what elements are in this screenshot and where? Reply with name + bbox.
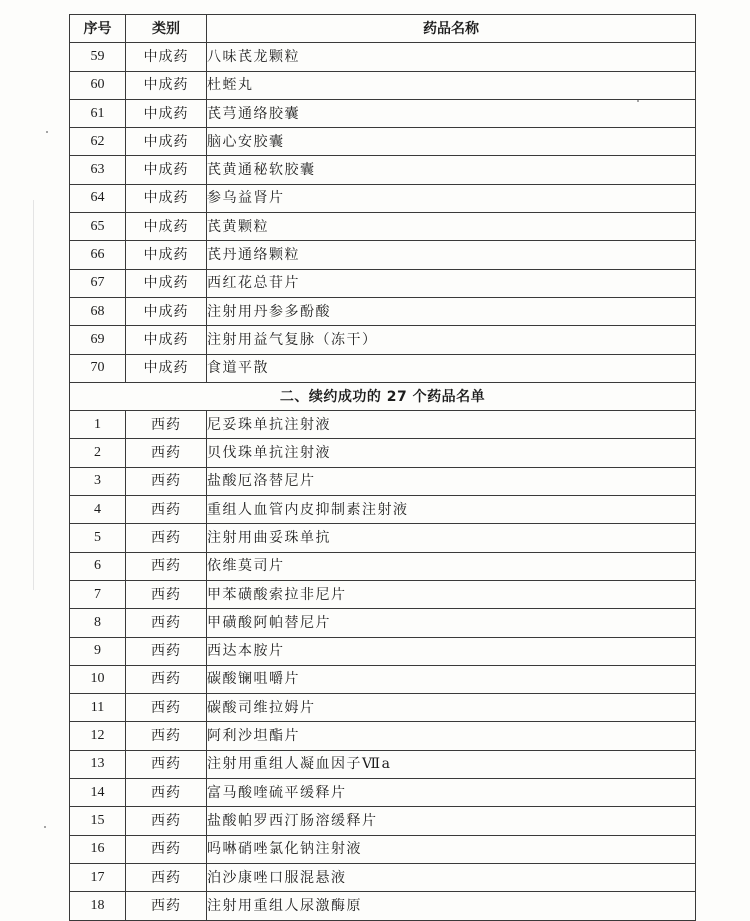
table-row [70,779,696,807]
row-number: 16 [70,835,126,863]
table-row [70,637,696,665]
row-number: 68 [70,297,126,325]
row-drug-name: 西红花总苷片 [207,269,696,297]
row-drug-name: 食道平散 [207,354,696,382]
table-row [70,694,696,722]
scan-speck [46,131,48,133]
row-number: 65 [70,213,126,241]
row-category: 西药 [126,863,207,891]
row-drug-name: 碳酸镧咀嚼片 [207,665,696,693]
row-drug-name: 芪芎通络胶囊 [207,99,696,127]
row-drug-name: 注射用重组人尿激酶原 [207,892,696,920]
row-number: 66 [70,241,126,269]
row-drug-name: 注射用益气复脉（冻干） [207,326,696,354]
scan-speck [44,826,46,828]
table-row [70,807,696,835]
row-category: 中成药 [126,184,207,212]
table-body-part2 [70,411,696,920]
row-category: 西药 [126,637,207,665]
row-number: 63 [70,156,126,184]
row-drug-name: 依维莫司片 [207,552,696,580]
row-number: 62 [70,128,126,156]
row-drug-name: 富马酸喹硫平缓释片 [207,779,696,807]
row-category: 西药 [126,580,207,608]
row-drug-name: 泊沙康唑口服混悬液 [207,863,696,891]
row-category: 中成药 [126,213,207,241]
row-number: 61 [70,99,126,127]
row-number: 12 [70,722,126,750]
table-row [70,722,696,750]
table-row [70,269,696,297]
row-number: 3 [70,467,126,495]
row-category: 西药 [126,750,207,778]
row-number: 8 [70,609,126,637]
row-number: 1 [70,411,126,439]
table-row [70,835,696,863]
row-category: 西药 [126,552,207,580]
table-row [70,128,696,156]
table-header-row [70,15,696,43]
table-row [70,439,696,467]
row-category: 中成药 [126,156,207,184]
row-drug-name: 杜蛭丸 [207,71,696,99]
header-no: 序号 [70,15,126,43]
row-category: 西药 [126,467,207,495]
row-number: 10 [70,665,126,693]
table-row [70,609,696,637]
row-category: 中成药 [126,128,207,156]
row-drug-name: 盐酸厄洛替尼片 [207,467,696,495]
row-number: 11 [70,694,126,722]
table-row [70,467,696,495]
row-number: 13 [70,750,126,778]
header-drug-name: 药品名称 [207,15,696,43]
row-number: 14 [70,779,126,807]
row-number: 15 [70,807,126,835]
row-number: 17 [70,863,126,891]
row-category: 西药 [126,892,207,920]
row-category: 中成药 [126,71,207,99]
row-category: 西药 [126,524,207,552]
row-category: 西药 [126,722,207,750]
row-drug-name: 注射用丹参多酚酸 [207,297,696,325]
section-row [70,382,696,410]
row-category: 西药 [126,439,207,467]
table-row [70,496,696,524]
row-category: 西药 [126,496,207,524]
row-category: 中成药 [126,354,207,382]
row-drug-name: 八味芪龙颗粒 [207,43,696,71]
row-drug-name: 注射用曲妥珠单抗 [207,524,696,552]
row-category: 中成药 [126,297,207,325]
row-drug-name: 阿利沙坦酯片 [207,722,696,750]
row-drug-name: 脑心安胶囊 [207,128,696,156]
table-row [70,99,696,127]
row-drug-name: 尼妥珠单抗注射液 [207,411,696,439]
row-drug-name: 注射用重组人凝血因子Ⅶa [207,750,696,778]
row-number: 67 [70,269,126,297]
row-category: 中成药 [126,241,207,269]
row-category: 西药 [126,779,207,807]
table-row [70,524,696,552]
row-category: 西药 [126,665,207,693]
row-number: 60 [70,71,126,99]
scan-artifact-line [33,200,34,590]
row-category: 西药 [126,835,207,863]
table-body-part1 [70,43,696,383]
row-number: 64 [70,184,126,212]
row-drug-name: 甲磺酸阿帕替尼片 [207,609,696,637]
table-row [70,241,696,269]
row-category: 西药 [126,411,207,439]
row-number: 7 [70,580,126,608]
header-category: 类别 [126,15,207,43]
row-category: 西药 [126,694,207,722]
row-drug-name: 贝伐珠单抗注射液 [207,439,696,467]
row-drug-name: 重组人血管内皮抑制素注射液 [207,496,696,524]
row-category: 中成药 [126,326,207,354]
table-row [70,213,696,241]
table-row [70,297,696,325]
table-row [70,665,696,693]
drug-list-page [69,14,695,921]
table-row [70,326,696,354]
table-row [70,71,696,99]
row-category: 西药 [126,609,207,637]
row-category: 中成药 [126,269,207,297]
row-category: 中成药 [126,99,207,127]
table-row [70,354,696,382]
row-number: 5 [70,524,126,552]
row-number: 9 [70,637,126,665]
row-category: 西药 [126,807,207,835]
table-row [70,750,696,778]
row-drug-name: 吗啉硝唑氯化钠注射液 [207,835,696,863]
table-row [70,411,696,439]
row-drug-name: 芪黄通秘软胶囊 [207,156,696,184]
row-drug-name: 碳酸司维拉姆片 [207,694,696,722]
row-drug-name: 甲苯磺酸索拉非尼片 [207,580,696,608]
row-drug-name: 参乌益肾片 [207,184,696,212]
row-number: 2 [70,439,126,467]
table-row [70,43,696,71]
table-section [70,382,696,410]
row-number: 59 [70,43,126,71]
row-drug-name: 盐酸帕罗西汀肠溶缓释片 [207,807,696,835]
row-drug-name: 芪黄颗粒 [207,213,696,241]
table-row [70,156,696,184]
table-row [70,184,696,212]
row-number: 18 [70,892,126,920]
row-number: 69 [70,326,126,354]
section-title: 二、续约成功的 27 个药品名单 [70,382,696,410]
table-row [70,863,696,891]
row-number: 70 [70,354,126,382]
row-drug-name: 西达本胺片 [207,637,696,665]
table-row [70,552,696,580]
drug-list-table [69,14,696,921]
row-number: 6 [70,552,126,580]
row-drug-name: 芪丹通络颗粒 [207,241,696,269]
table-row [70,892,696,920]
row-category: 中成药 [126,43,207,71]
row-number: 4 [70,496,126,524]
table-row [70,580,696,608]
